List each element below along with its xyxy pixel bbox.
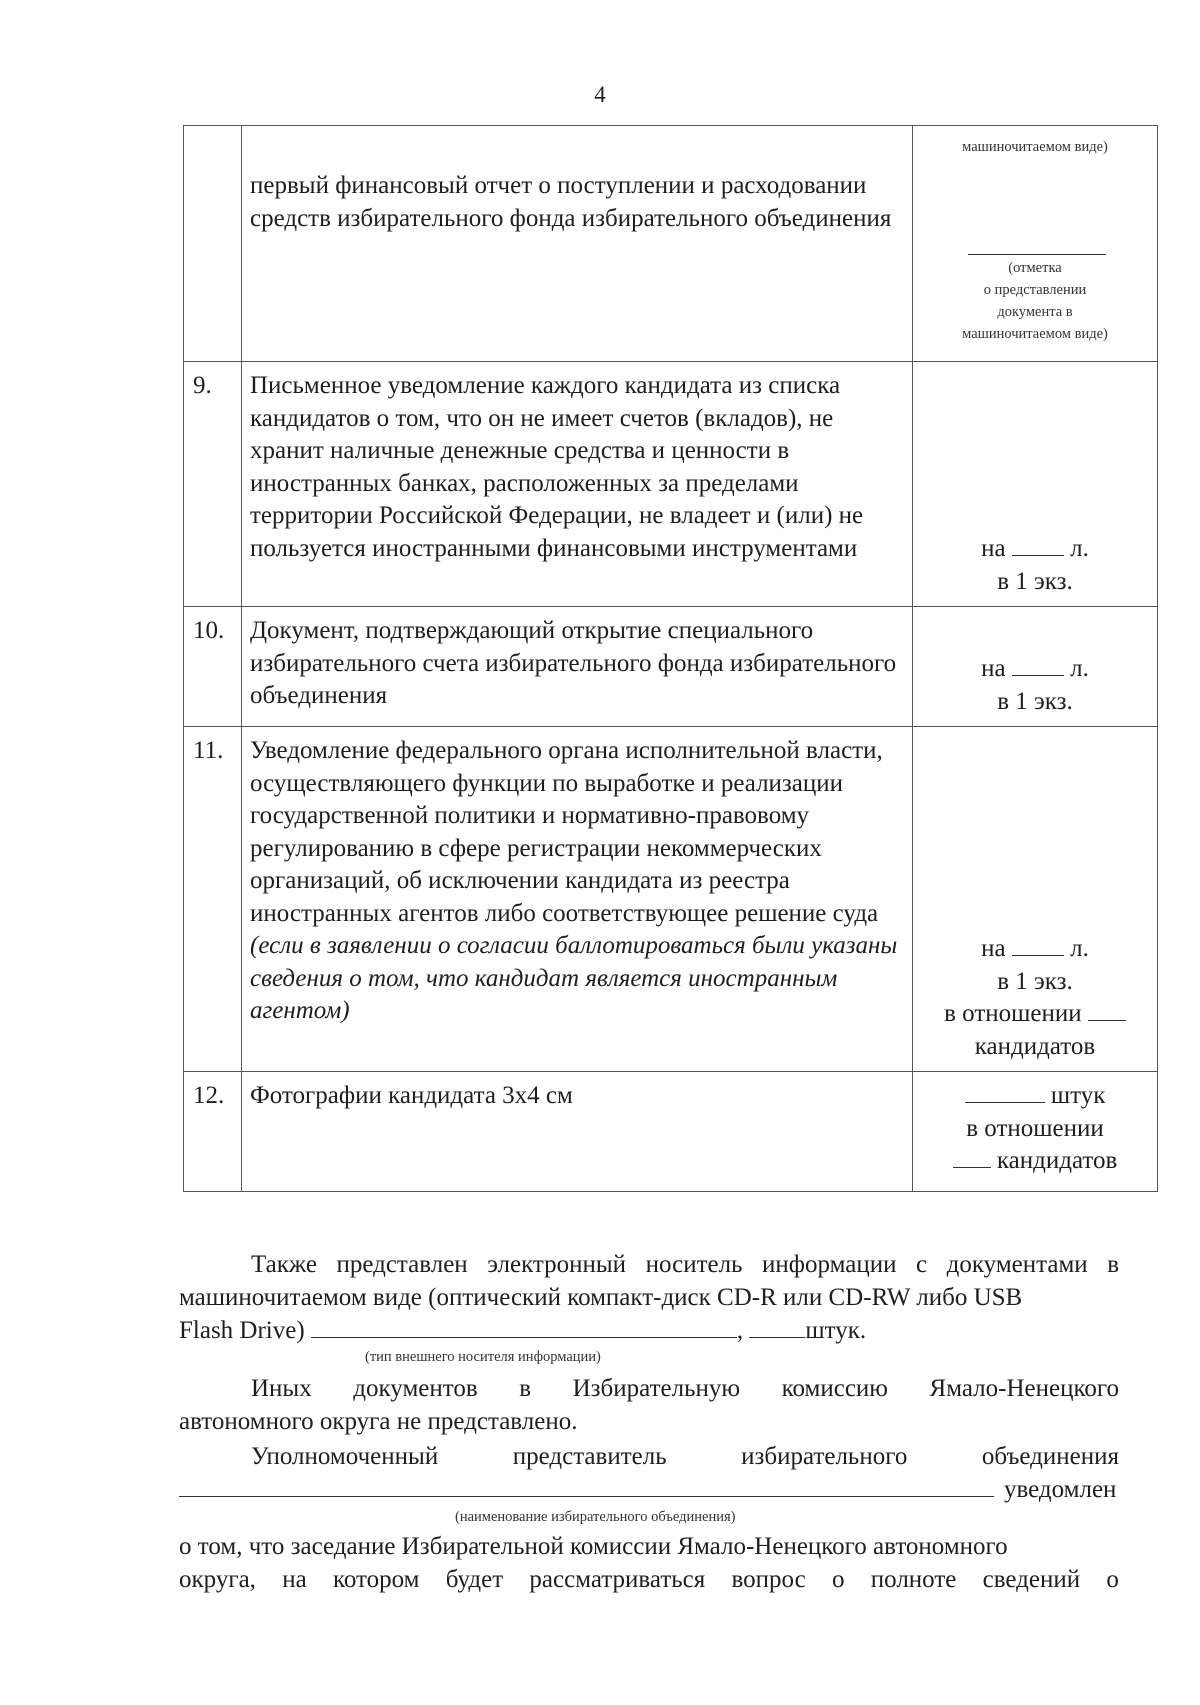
table-row <box>184 607 1158 727</box>
row-note-cell <box>913 1072 1158 1192</box>
mark-caption-line: документа в <box>997 304 1073 320</box>
sheet-suffix: л. <box>1070 535 1089 562</box>
row-number: 10. <box>193 617 225 644</box>
sheet-suffix: л. <box>1070 655 1089 682</box>
documents-table <box>183 125 1158 1192</box>
photo-count <box>913 1080 1157 1178</box>
sheet-count <box>913 533 1157 598</box>
copies-count: в 1 экз. <box>997 567 1073 595</box>
others-paragraph <box>179 1372 1119 1438</box>
table-row <box>184 362 1158 607</box>
row-description-cell <box>242 727 913 1072</box>
mark-caption-line: о представлении <box>983 282 1087 298</box>
row-description: Письменное уведомление каждого кандидата из списка кандидатов о том, что он не имеет счетов (вкладов), не хранит наличные денежные средства и ценности в иностранных банках, расположенных за пределами территории Российской Федерации, не владеет и (или) не пользуется иностранными финансовыми инструментами <box>250 372 864 562</box>
row-note-cell <box>913 126 1158 362</box>
row-description: первый финансовый отчет о поступлении и расходовании средств избирательного фонда избирательного объединения <box>250 172 892 232</box>
sheet-count <box>913 653 1157 718</box>
final-line-1: о том, что заседание Избирательной комиссии Ямало-Ненецкого автономного <box>179 1533 1008 1560</box>
sheet-prefix: на <box>981 935 1006 962</box>
note-continuation: машиночитаемом виде) <box>962 139 1108 155</box>
row-number: 11. <box>193 737 224 764</box>
sheet-suffix: л. <box>1070 935 1089 962</box>
mark-caption-line: (отметка <box>1008 260 1062 276</box>
row-note-cell <box>913 727 1158 1072</box>
media-type-blank <box>311 1337 737 1338</box>
others-line-2: автономного округа не представлено. <box>179 1408 578 1435</box>
media-tail-start: Flash Drive) <box>179 1317 305 1344</box>
table-row <box>184 727 1158 1072</box>
pieces-blank <box>965 1102 1045 1103</box>
row-number-cell <box>184 1072 242 1192</box>
row-description: Документ, подтверждающий открытие специального избирательного счета избирательного фонда избирательного объединения <box>250 617 897 709</box>
row-description-cell <box>242 607 913 727</box>
media-paragraph: Также представлен электронный носитель информации с документами в машиночитаемом виде (оптический компакт-диск CD-R или CD-RW либо USB <box>179 1251 1119 1311</box>
mark-caption <box>913 257 1157 345</box>
candidates-blank <box>1088 1020 1126 1021</box>
representative-line-2 <box>179 1473 1119 1506</box>
row-number-cell <box>184 126 242 362</box>
final-paragraph <box>179 1530 1119 1596</box>
row-description <box>242 727 912 1036</box>
mark-caption-line: машиночитаемом виде) <box>962 326 1108 342</box>
final-line-2: округа, на котором будет рассматриваться вопрос о полноте сведений о <box>179 1566 1119 1593</box>
row-description-cell <box>242 1072 913 1192</box>
row-number: 12. <box>193 1082 225 1109</box>
sheet-blank <box>1012 955 1064 956</box>
sheet-blank <box>1012 675 1064 676</box>
association-name-blank <box>179 1496 994 1497</box>
sheet-prefix: на <box>981 535 1006 562</box>
row-number-cell <box>184 362 242 607</box>
sheet-blank <box>1012 555 1064 556</box>
association-name-hint: (наименование избирательного объединения) <box>455 1509 736 1525</box>
sheet-prefix: на <box>981 655 1006 682</box>
row-number-cell <box>184 607 242 727</box>
row-number-cell <box>184 727 242 1072</box>
page-number: 4 <box>594 82 606 107</box>
sheet-count <box>913 933 1157 1063</box>
media-count-blank <box>749 1337 805 1338</box>
row-description-cell <box>242 362 913 607</box>
relation-label: в отношении <box>966 1114 1104 1142</box>
table-row <box>184 126 1158 362</box>
media-line: Flash Drive) , штук. <box>179 1317 867 1344</box>
others-line-1: Иных документов в Избирательную комиссию Ямало-Ненецкого <box>251 1375 1119 1402</box>
representative-paragraph <box>179 1440 1119 1506</box>
row-number <box>184 126 241 134</box>
representative-line-1: Уполномоченный представитель избирательного объединения <box>251 1443 1119 1470</box>
table-row <box>184 1072 1158 1192</box>
notified-label: уведомлен <box>1004 1476 1117 1503</box>
candidates-label: кандидатов <box>996 1147 1118 1174</box>
row-note-cell <box>913 362 1158 607</box>
row-number: 9. <box>193 372 212 399</box>
relation-label: в отношении <box>944 1000 1082 1027</box>
row-description: Фотографии кандидата 3х4 см <box>250 1082 573 1109</box>
pieces-label: штук <box>1050 1082 1106 1109</box>
candidates-label: кандидатов <box>974 1032 1096 1060</box>
row-description-condition: (если в заявлении о согласии баллотироваться были указаны сведения о том, что кандидат является иностранным агентом) <box>250 932 898 1024</box>
media-type-hint: (тип внешнего носителя информации) <box>365 1349 601 1365</box>
candidates-blank <box>953 1167 991 1168</box>
row-description-cell <box>242 126 913 362</box>
mark-blank-line <box>968 254 1106 255</box>
row-description-text: Уведомление федерального органа исполнительной власти, осуществляющего функции по выработке и реализации государственной политики и нормативно-правовому регулированию в сфере регистрации некоммерческих организаций, об исключении кандидата из реестра иностранных агентов либо соответствующее решение суда <box>250 737 883 927</box>
copies-count: в 1 экз. <box>997 967 1073 995</box>
row-note-cell <box>913 607 1158 727</box>
copies-count: в 1 экз. <box>997 687 1073 715</box>
media-tail-end: штук. <box>805 1317 867 1344</box>
